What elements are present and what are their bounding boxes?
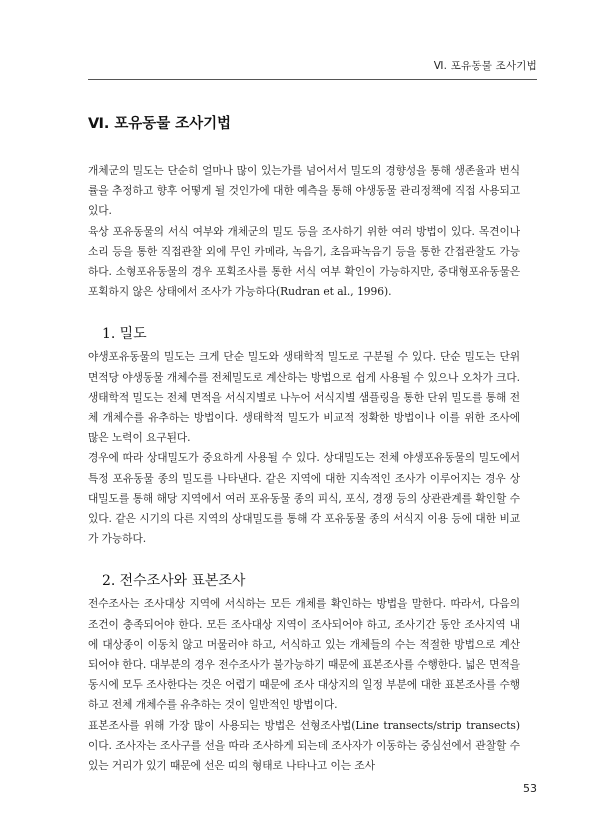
density-paragraph-2: 경우에 따라 상대밀도가 중요하게 사용될 수 있다. 상대밀도는 전체 야생포유동물의 밀도에서 특정 포유동물 종의 밀도를 나타낸다. 같은 지역에 대한 지속적인 조사가 이루어지는 경우 상대밀도를 통해 해당 지역에서 여러 포유동물 종의 피식, 포식, 경쟁 등의 상관관계를 확인할 수 있다. 같은 시기의 다른 지역의 상대밀도를 통해 각 포유동물 종의 서식지 이용 등에 대한 비교가 가능하다. (88, 451, 520, 546)
density-paragraph-1: 야생포유동물의 밀도는 크게 단순 밀도와 생태학적 밀도로 구분될 수 있다. 단순 밀도는 단위 면적당 야생동물 개체수를 전체밀도로 계산하는 방법으로 쉽게 사용될 수 있으나 오차가 크다. 생태학적 밀도는 전체 면적을 서식지별로 나누어 서식지별 샘플링을 통한 단위 밀도를 통해 전체 개체수를 유추하는 방법이다. 생태학적 밀도가 비교적 정확한 방법이나 이를 위한 조사에 많은 노력이 요구된다. (88, 350, 520, 445)
census-paragraph-1: 전수조사는 조사대상 지역에 서식하는 모든 개체를 확인하는 방법을 말한다. 따라서, 다음의 조건이 충족되어야 한다. 모든 조사대상 지역이 조사되어야 하고, 조사기간 동안 조사지역 내에 대상종이 이동치 않고 머물러야 하고, 서식하고 있는 개체들의 수는 적절한 방법으로 계산되어야 한다. 대부분의 경우 전수조사가 불가능하기 때문에 표본조사를 수행한다. 넓은 면적을 동시에 모두 조사한다는 것은 어렵기 때문에 조사 대상지의 일정 부분에 대한 표본조사를 수행하고 전체 개체수를 유추하는 것이 일반적인 방법이다. (88, 597, 520, 712)
census-paragraph-2: 표본조사를 위해 가장 많이 사용되는 방법은 선형조사법(Line transects/strip transects)이다. 조사자는 조사구를 선을 따라 조사하게 되는데 조사자가 이동하는 중심선에서 관찰할 수 있는 거리가 있기 때문에 선은 띠의 형태로 나타나고 이는 조사 (88, 718, 520, 773)
running-header: Ⅵ. 포유동물 조사기법 (433, 60, 537, 72)
intro-paragraph-2: 육상 포유동물의 서식 여부와 개체군의 밀도 등을 조사하기 위한 여러 방법이 있다. 목견이나 소리 등을 통한 직접관찰 외에 무인 카메라, 녹음기, 초음파녹음기 등을 통한 간접관찰도 가능하다. 소형포유동물의 경우 포획조사를 통한 서식 여부 확인이 가능하지만, 중대형포유동물은 포획하지 않은 상태에서 조사가 가능하다(Rudran et al., 1996). (88, 224, 520, 299)
header-rule (88, 79, 537, 80)
page-number: 53 (523, 782, 537, 795)
page-content (88, 113, 520, 776)
chapter-title: Ⅵ. 포유동물 조사기법 (88, 116, 231, 132)
section-heading-density: 1. 밀도 (102, 326, 147, 343)
intro-paragraph-1: 개체군의 밀도는 단순히 얼마나 많이 있는가를 넘어서서 밀도의 경향성을 통해 생존율과 번식률을 추정하고 향후 어떻게 될 것인가에 대한 예측을 통해 야생동물 관리정책에 직접 사용되고 있다. (88, 164, 520, 218)
section-heading-census-sampling: 2. 전수조사와 표본조사 (102, 573, 246, 590)
